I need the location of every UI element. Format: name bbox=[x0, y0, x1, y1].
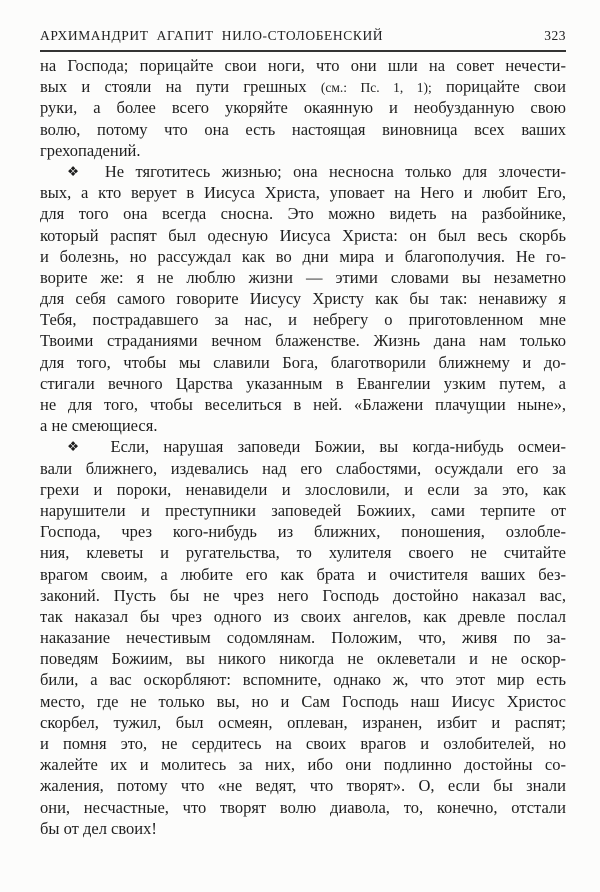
text-run: нарушители и преступники заповедей Божиих, сами терпите от bbox=[40, 500, 566, 520]
text-run: вых и стояли на пути грешных bbox=[40, 77, 321, 97]
text-run: и помня это, не сердитесь на своих врагов и озлобителей, но bbox=[40, 734, 566, 753]
text-run: для себя самого говорите Иисусу Христу как бы так: ненавижу я bbox=[40, 289, 566, 309]
text-run: вали ближнего, издевались над его слабостями, осуждали его за bbox=[40, 458, 566, 478]
text-line bbox=[40, 712, 566, 733]
text-run: Если, нарушая заповеди Божии, вы когда-нибудь осмеи- bbox=[110, 437, 566, 457]
text-run: грехопадений. bbox=[40, 140, 141, 160]
text-run: Тебя, пострадавшего за нас, и небрегу о приготовленном мне bbox=[40, 310, 566, 330]
page-text bbox=[40, 55, 566, 839]
text-run: не для того, чтобы веселиться в ней. «Блажени плачущии ныне», bbox=[40, 395, 566, 414]
text-run: Господа, чрез кого-нибудь из ближних, поношения, озлобле- bbox=[40, 522, 566, 542]
text-line bbox=[40, 691, 566, 712]
running-header bbox=[40, 28, 566, 52]
text-line bbox=[40, 373, 566, 394]
text-line bbox=[40, 119, 566, 140]
text-line bbox=[40, 97, 566, 118]
text-run: порицайте свои bbox=[431, 77, 566, 97]
text-run: вых, а кто верует в Иисуса Христа, уповает на Него и любит Его, bbox=[40, 183, 566, 203]
text-line bbox=[40, 669, 566, 690]
text-line bbox=[40, 55, 566, 76]
text-line bbox=[40, 288, 566, 309]
text-run: ния, клеветы и ругательства, то хулителя своего не считайте bbox=[40, 543, 566, 563]
text-run: поведям Божиим, вы никого никогда не оклеветали и не оскор- bbox=[40, 649, 566, 669]
text-run: жалейте их и молитесь за них, ибо они подлинно достойны со- bbox=[40, 755, 566, 775]
text-line bbox=[40, 458, 566, 479]
text-line bbox=[40, 775, 566, 796]
scripture-reference: (см.: Пс. 1, 1); bbox=[320, 80, 432, 96]
text-line bbox=[40, 733, 566, 754]
text-line bbox=[40, 479, 566, 500]
text-run: и болезнь, но рассуждал как во дни мира и благополучия. Не го- bbox=[40, 246, 566, 266]
text-run: наказание нечестивым содомлянам. Положим, что, живя по за- bbox=[40, 628, 566, 648]
text-line bbox=[40, 648, 566, 669]
text-run: грехи и пороки, ненавидели и злословили, и если за это, как bbox=[40, 479, 566, 499]
text-line bbox=[40, 754, 566, 775]
text-run: для того она всегда сносна. Это можно видеть на разбойнике, bbox=[40, 204, 566, 224]
text-line bbox=[40, 606, 566, 627]
text-run: место, где не только вы, но и Сам Господь наш Иисус Христос bbox=[40, 691, 566, 711]
text-line bbox=[40, 500, 566, 521]
paragraph bbox=[40, 55, 566, 161]
text-run: они, несчастные, что творят волю диавола, то, конечно, отстали bbox=[40, 797, 566, 817]
text-line bbox=[40, 394, 566, 415]
paragraph bbox=[40, 436, 566, 839]
text-line bbox=[40, 585, 566, 606]
text-line bbox=[40, 76, 566, 97]
text-run: стигали вечного Царства указанным в Евангелии узким путем, а bbox=[40, 373, 566, 393]
text-line bbox=[40, 182, 566, 203]
text-line bbox=[40, 521, 566, 542]
text-run: на Господа; порицайте свои ноги, что они шли на совет нечести- bbox=[40, 56, 566, 75]
text-line bbox=[40, 415, 566, 436]
text-line bbox=[40, 267, 566, 288]
text-run: а не смеющиеся. bbox=[40, 416, 158, 436]
text-run: врагом своим, а любите его как брата и очистителя ваших без- bbox=[40, 564, 566, 584]
text-line bbox=[40, 542, 566, 563]
text-line bbox=[40, 246, 566, 267]
text-run: бы от дел своих! bbox=[40, 818, 157, 838]
paragraph bbox=[40, 161, 566, 436]
text-run: ворите же: я не люблю жизни — этими словами вы незаметно bbox=[40, 267, 566, 287]
text-run: для того, чтобы мы славили Бога, благотворили ближнему и до- bbox=[40, 352, 566, 372]
text-line bbox=[40, 564, 566, 585]
diamond-ornament-icon: ❖ bbox=[67, 439, 90, 456]
header-title: АРХИМАНДРИТ АГАПИТ НИЛО-СТОЛОБЕНСКИЙ bbox=[40, 28, 384, 43]
text-line bbox=[40, 352, 566, 373]
header-page-number: 323 bbox=[544, 28, 566, 43]
text-line bbox=[40, 203, 566, 224]
text-run: волю, потому что она есть настоящая виновница всех ваших bbox=[40, 119, 566, 139]
text-run: законий. Пусть бы не чрез него Господь достойно наказал вас, bbox=[40, 585, 566, 605]
text-run: жаления, потому что «не ведят, что творят». О, если бы знали bbox=[40, 776, 566, 796]
text-run: Не тяготитесь жизнью; она несносна только для злочести- bbox=[104, 161, 566, 181]
text-run: так наказал бы чрез одного из своих ангелов, как древле послал bbox=[40, 606, 566, 626]
text-line bbox=[40, 797, 566, 818]
text-line bbox=[40, 140, 566, 161]
text-line bbox=[40, 225, 566, 246]
text-run: руки, а более всего укоряйте окаянную и необузданную свою bbox=[40, 98, 566, 118]
text-run: Твоими страданиями вечном блаженстве. Жизнь дана нам только bbox=[40, 331, 566, 351]
text-line bbox=[40, 436, 566, 457]
text-run: скорбел, тужил, был осмеян, оплеван, изранен, избит и распят; bbox=[40, 712, 566, 732]
diamond-ornament-icon: ❖ bbox=[67, 163, 87, 180]
text-run: который распят был одесную Иисуса Христа: он был весь скорбь bbox=[40, 225, 566, 245]
text-run: били, а вас оскорбляют: вспомните, однако ж, что этот мир есть bbox=[40, 670, 566, 690]
text-line bbox=[40, 818, 566, 839]
text-line bbox=[40, 330, 566, 351]
text-line bbox=[40, 309, 566, 330]
text-line bbox=[40, 161, 566, 182]
text-line bbox=[40, 627, 566, 648]
